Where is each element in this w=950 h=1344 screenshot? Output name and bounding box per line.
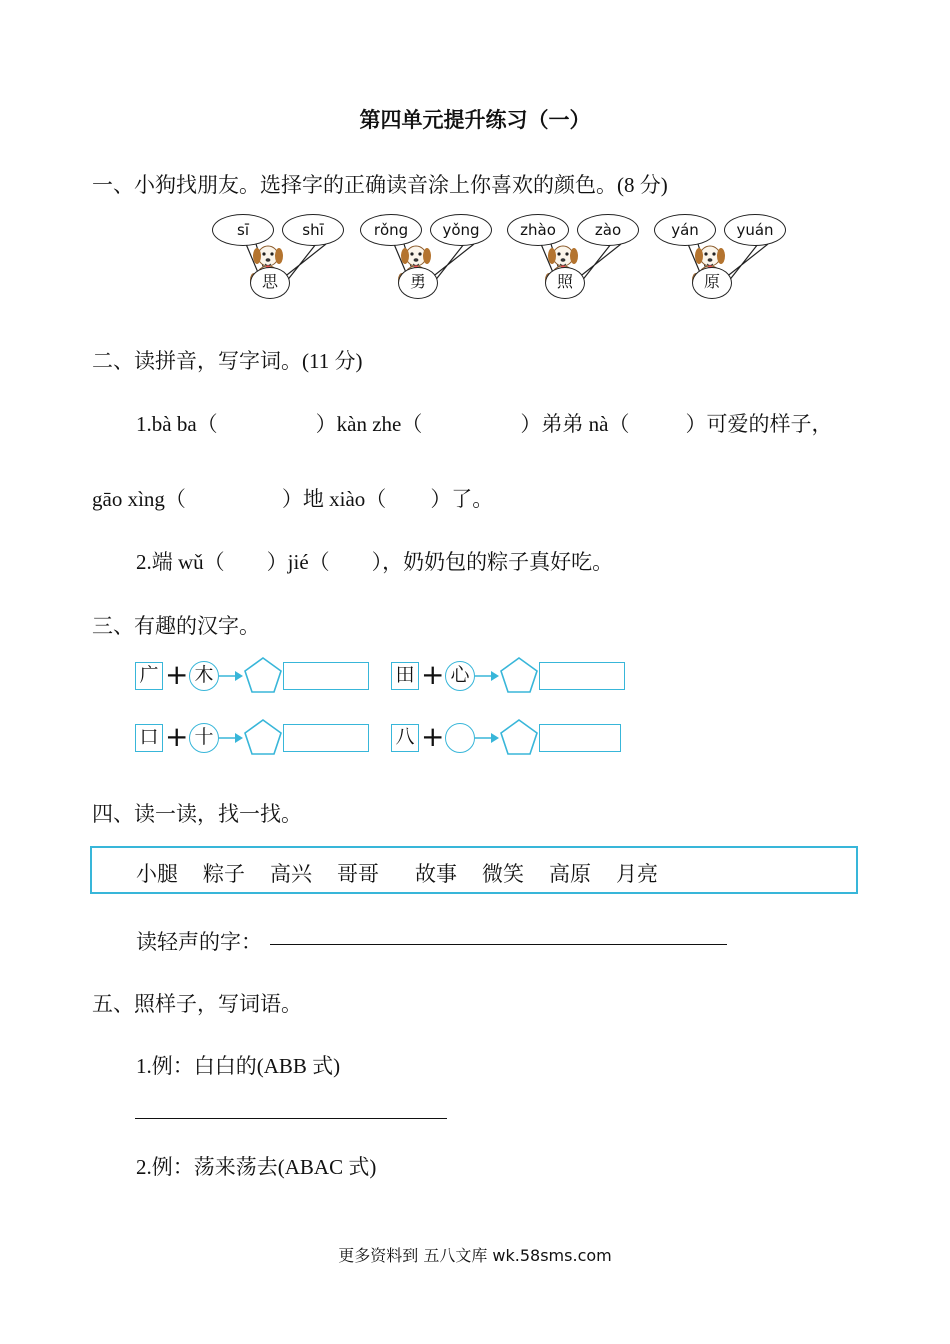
pinyin-kanzhe: ）kàn zhe（ — [315, 412, 423, 436]
text-le: ）了。 — [430, 487, 494, 511]
pinyin-option-left[interactable]: sī — [212, 214, 274, 246]
component-circle: 心 — [445, 661, 475, 691]
pinyin-na: ）弟弟 nà（ — [520, 412, 630, 436]
word-item: 微笑 — [482, 862, 524, 886]
word-item: 故事 — [415, 862, 457, 886]
component-box: 口 — [135, 724, 163, 752]
answer-line[interactable] — [270, 944, 727, 945]
pinyin-option-right[interactable]: yuán — [724, 214, 786, 246]
word-item: 月亮 — [616, 862, 658, 886]
arrow-pentagon — [219, 654, 289, 698]
pinyin-option-right[interactable]: zào — [577, 214, 639, 246]
pinyin-option-left[interactable]: yán — [654, 214, 716, 246]
pinyin-option-right[interactable]: shī — [282, 214, 344, 246]
q2-2-number: 2. — [136, 550, 152, 574]
component-circle: 十 — [189, 723, 219, 753]
plus-sign: + — [165, 658, 189, 691]
pinyin-wu: 端 wǔ（ — [151, 550, 225, 574]
text-keai: ）可爱的样子， — [685, 412, 833, 436]
plus-sign: + — [421, 720, 445, 753]
target-character: 勇 — [398, 267, 438, 299]
arrow-pentagon — [475, 716, 545, 760]
pinyin-gaoxing: gāo xìng（ — [92, 487, 186, 511]
section-4-heading: 四、读一读，找一找。 — [92, 802, 302, 826]
page-title: 第四单元提升练习（一） — [359, 108, 591, 132]
answer-box[interactable] — [283, 724, 369, 752]
pinyin-option-left[interactable]: rǒng — [360, 214, 422, 246]
component-box: 八 — [391, 724, 419, 752]
word-item: 高原 — [549, 862, 591, 886]
pinyin-xiao: ）地 xiào（ — [281, 487, 387, 511]
neutral-tone-prompt: 读轻声的字： — [136, 930, 262, 954]
target-character: 原 — [692, 267, 732, 299]
component-box: 广 — [135, 662, 163, 690]
answer-box[interactable] — [283, 662, 369, 690]
arrow-pentagon — [219, 716, 289, 760]
section-2-heading: 二、读拼音，写字词。(11 分) — [92, 349, 363, 373]
word-item: 粽子 — [203, 862, 245, 886]
pinyin-baba: bà ba（ — [151, 412, 218, 436]
q2-1-line-2 — [92, 483, 493, 513]
q2-1-number: 1. — [136, 412, 152, 436]
word-item: 哥哥 — [337, 862, 379, 886]
q2-1-line-1 — [136, 408, 832, 438]
pinyin-option-right[interactable]: yǒng — [430, 214, 492, 246]
text-zongzi: ），奶奶包的粽子真好吃。 — [371, 550, 614, 574]
answer-box[interactable] — [539, 724, 621, 752]
footer-source: 更多资料到 五八文库 wk.58sms.com — [338, 1246, 612, 1265]
q2-2-line — [136, 546, 613, 576]
answer-line[interactable] — [135, 1118, 447, 1119]
example-abac: 2.例：荡来荡去(ABAC 式) — [136, 1155, 377, 1179]
arrow-pentagon — [475, 654, 545, 698]
target-character: 照 — [545, 267, 585, 299]
example-abb: 1.例：白白的(ABB 式) — [136, 1054, 341, 1078]
component-circle: 木 — [189, 661, 219, 691]
section-3-heading: 三、有趣的汉字。 — [92, 614, 260, 638]
component-box: 田 — [391, 662, 419, 690]
pinyin-option-left[interactable]: zhào — [507, 214, 569, 246]
word-item: 高兴 — [270, 862, 312, 886]
section-5-heading: 五、照样子，写词语。 — [92, 992, 302, 1016]
target-character: 思 — [250, 267, 290, 299]
component-circle[interactable] — [445, 723, 475, 753]
section-1-heading: 一、小狗找朋友。选择字的正确读音涂上你喜欢的颜色。(8 分) — [92, 173, 668, 197]
pinyin-jie: ）jié（ — [266, 550, 330, 574]
word-item: 小腿 — [136, 862, 178, 886]
answer-box[interactable] — [539, 662, 625, 690]
plus-sign: + — [421, 658, 445, 691]
plus-sign: + — [165, 720, 189, 753]
